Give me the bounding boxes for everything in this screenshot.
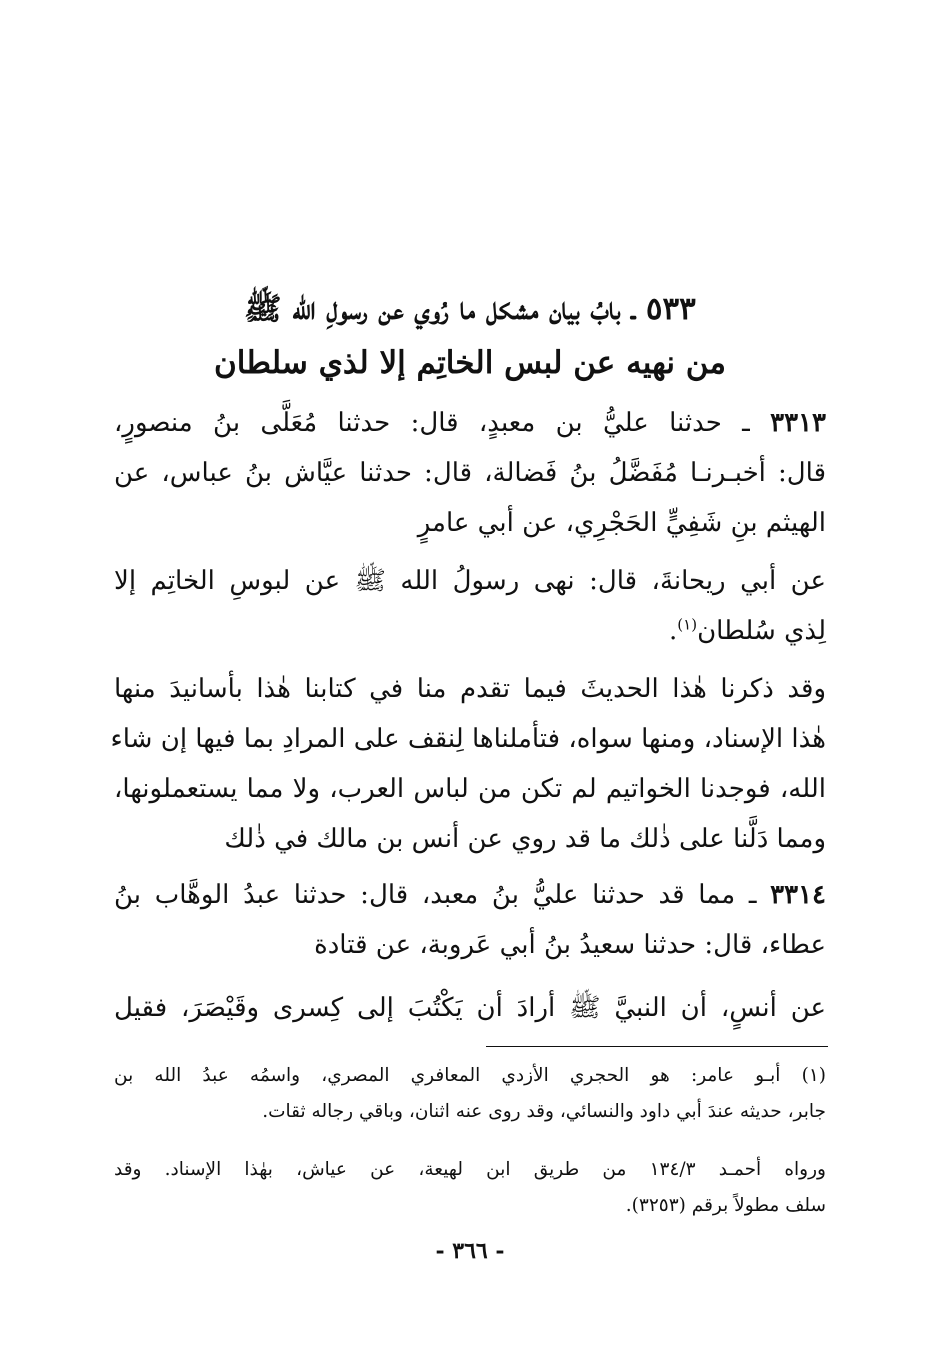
commentary-line-1: وقد ذكرنا هٰذا الحديثَ فيما تقدم منا في كتابنا هٰذا بأسانيدَ منها — [114, 674, 826, 704]
hadith-3314-line-2: عطاء، قال: حدثنا سعيدُ بنُ أبي عَروبة، عن قتادة — [314, 930, 826, 960]
footnote-reference: (١) — [677, 615, 698, 634]
commentary-line-4: ومما دَلَّنا على ذٰلك ما قد روي عن أنس بن مالك في ذٰلك — [224, 824, 826, 854]
matn-3313-line-2: لِذي سُلطان$^{(١)}$. — [669, 615, 826, 646]
footnote-1 — [114, 1058, 826, 1130]
chapter-title-line-1: ٥٣٣ ـ بابُ بيان مشكل ما رُوي عن رسولِ الله ﷺ — [244, 291, 696, 327]
footnote-2 — [114, 1152, 826, 1224]
chapter-title — [110, 282, 830, 390]
hadith-3313-isnad — [114, 398, 826, 548]
commentary-line-2: هٰذا الإسناد، ومنها سواه، فتأملناها لِنقف على المرادِ بما فيها إن شاء — [110, 724, 826, 754]
hadith-3313-matn — [114, 556, 826, 656]
hadith-3313-line-3: الهيثم بنِ شَفِيٍّ الحَجْرِي، عن أبي عامرٍ — [417, 508, 826, 538]
page-number: - ٣٦٦ - — [435, 1238, 505, 1264]
hadith-3314-matn — [114, 983, 826, 1033]
hadith-3314-line-1: ٣٣١٤ ـ مما قد حدثنا عليُّ بنُ معبد، قال: حدثنا عبدُ الوهَّاب بنُ — [114, 880, 826, 910]
hadith-number: ٣٣١٣ — [770, 408, 826, 438]
footnote-divider — [486, 1046, 828, 1047]
matn-3313-line-1: عن أبي ريحانةَ، قال: نهى رسولُ الله ﷺ عن لبوسِ الخاتِم إلا — [114, 566, 826, 596]
footnote-1-line-2: جابر، حديثه عندَ أبي داود والنسائي، وقد روى عنه اثنان، وباقي رجاله ثقات. — [262, 1101, 826, 1122]
hadith-3313-line-2: قال: أخبـرنـا مُفَضَّلُ بنُ فَضالة، قال: حدثنا عيَّاش بنُ عباس، عن — [114, 458, 826, 488]
matn-3314-line-1: عن أنسٍ، أن النبيَّ ﷺ أرادَ أن يَكْتُبَ إلى كِسرى وقَيْصَرَ، فقيل — [114, 993, 826, 1023]
hadith-3314-isnad — [114, 870, 826, 970]
hadith-3313-line-1: ٣٣١٣ ـ حدثنا عليُّ بن معبدٍ، قال: حدثنا مُعَلَّى بنُ منصورٍ، — [114, 408, 826, 438]
footnote-2-line-2: سلف مطولاً برقم (٣٢٥٣). — [625, 1195, 826, 1216]
chapter-title-line-2: من نهيه عن لبس الخاتِم إلا لذي سلطان — [214, 345, 726, 381]
commentary-line-3: الله، فوجدنا الخواتيم لم تكن من لباس العرب، ولا مما يستعملونها، — [114, 774, 826, 804]
hadith-number: ٣٣١٤ — [770, 880, 826, 910]
footnote-1-line-1: (١) أبـو عامر: هو الحجري الأزدي المعافري المصري، واسمُه عبدُ الله بن — [114, 1065, 826, 1086]
footnote-2-line-1: ورواه أحمـد ١٣٤/٣ من طريق ابن لهيعة، عن عياش، بهٰذا الإسناد. وقد — [114, 1159, 826, 1180]
commentary — [110, 664, 826, 864]
